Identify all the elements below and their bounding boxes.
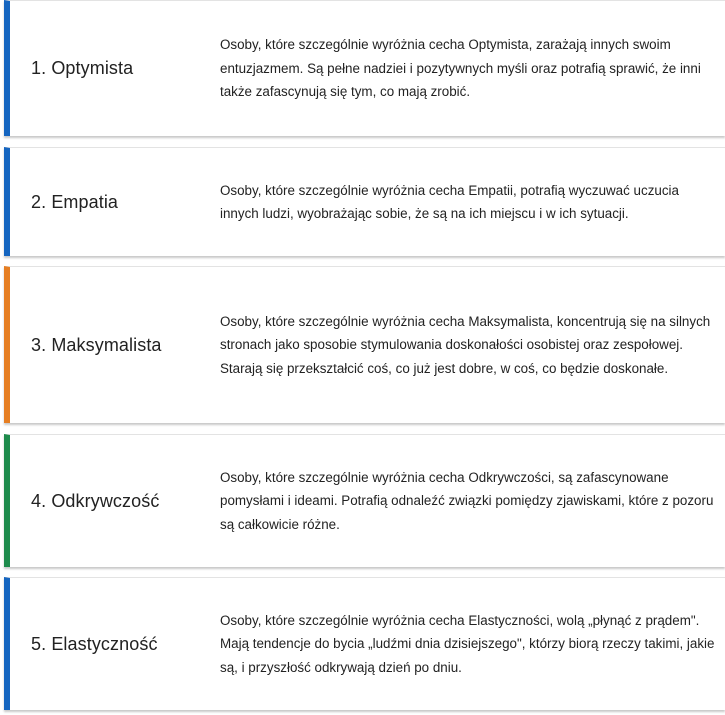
trait-title: 2. Empatia xyxy=(31,191,119,212)
trait-card-elastycznosc xyxy=(4,577,725,710)
trait-description-wrap xyxy=(220,1,717,136)
trait-description-wrap xyxy=(220,267,717,423)
trait-card-maksymalista xyxy=(4,266,725,423)
trait-card-odkrywczosc xyxy=(4,434,725,567)
trait-description-wrap xyxy=(220,435,717,567)
trait-description-wrap xyxy=(220,148,717,256)
trait-title: 3. Maksymalista xyxy=(31,334,162,355)
trait-title: 1. Optymista xyxy=(31,58,134,78)
trait-description-wrap xyxy=(220,578,717,710)
trait-card-empatia xyxy=(4,147,725,256)
trait-card-optymista xyxy=(4,0,725,136)
trait-title: 4. Odkrywczość xyxy=(31,490,160,511)
trait-description: Osoby, które szczególnie wyróżnia cecha Elastyczności, wolą „płynąć z prądem". Mają tendencje do bycia „ludźmi dnia dzisiejszego", którzy biorą rzeczy takimi, jakie są, i przyszłość odkrywają dzień po dniu. xyxy=(220,612,715,675)
trait-description: Osoby, które szczególnie wyróżnia cecha Optymista, zarażają innych swoim entuzjazmem. Są pełne nadziei i pozytywnych myśli oraz potrafią sprawić, że inni także zafascynują się tym, co mają zrobić. xyxy=(220,37,701,100)
trait-description: Osoby, które szczególnie wyróżnia cecha Maksymalista, koncentrują się na silnych stronach jako sposobie stymulowania doskonałości osobistej oraz zespołowej. Starają się przekształcić coś, co już jest dobre, w coś, co będzie doskonałe. xyxy=(220,313,711,376)
trait-title: 5. Elastyczność xyxy=(31,633,158,654)
trait-description: Osoby, które szczególnie wyróżnia cecha Empatii, potrafią wyczuwać uczucia innych ludzi, wyobrażając sobie, że są na ich miejscu i w ich sytuacji. xyxy=(220,182,679,221)
trait-description: Osoby, które szczególnie wyróżnia cecha Odkrywczości, są zafascynowane pomysłami i ideami. Potrafią odnaleźć związki pomiędzy zjawiskami, które z pozoru są całkowicie różne. xyxy=(220,469,714,532)
